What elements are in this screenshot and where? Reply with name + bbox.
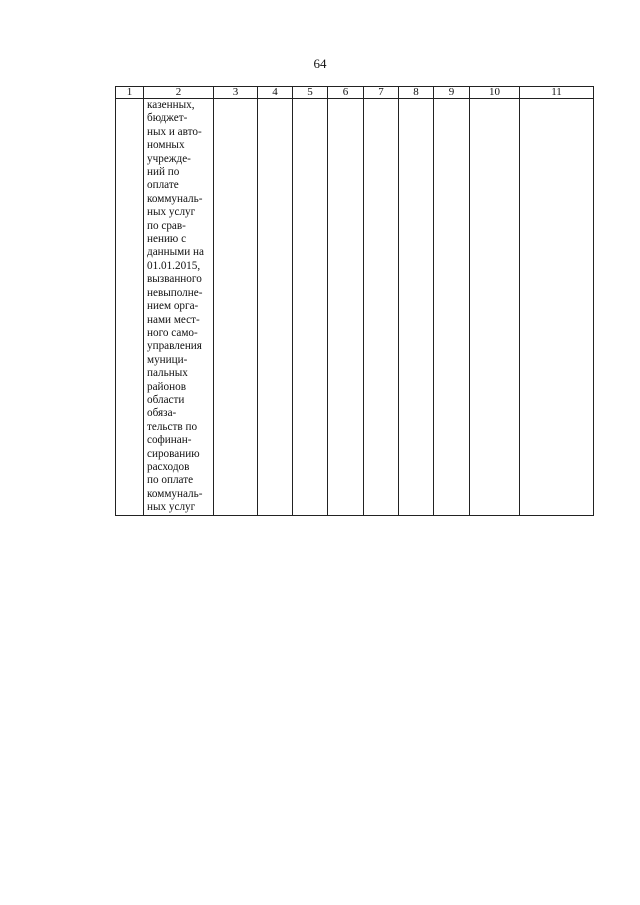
column-header-11: 11: [520, 87, 594, 99]
cell-col-10: [470, 99, 520, 516]
page-number: 64: [313, 56, 327, 71]
table-header-row: [116, 87, 594, 99]
cell-col-6: [328, 99, 364, 516]
cell-col-11: [520, 99, 594, 516]
column-header-4: 4: [258, 87, 293, 99]
column-header-1: 1: [116, 87, 144, 99]
cell-col-9: [434, 99, 470, 516]
cell-col-7: [364, 99, 399, 516]
cell-col-1: [116, 99, 144, 516]
column-header-9: 9: [434, 87, 470, 99]
cell-col-2-description: казенных, бюджет- ных и авто- номных учрежде- ний по оплате коммуналь- ных услуг по срав- нению с данными на 01.01.2015, вызванного невыполне- нием орга- нами мест- ного само- управления муници- пальных районов области обяза- тельств по софинан- сированию расходов по оплате коммуналь- ных услуг: [144, 99, 214, 516]
column-header-10: 10: [470, 87, 520, 99]
column-header-3: 3: [214, 87, 258, 99]
cell-col-4: [258, 99, 293, 516]
column-header-2: 2: [144, 87, 214, 99]
cell-col-5: [293, 99, 328, 516]
data-table: [115, 86, 594, 516]
cell-col-3: [214, 99, 258, 516]
column-header-8: 8: [399, 87, 434, 99]
column-header-6: 6: [328, 87, 364, 99]
column-header-7: 7: [364, 87, 399, 99]
table-row: [116, 99, 594, 516]
cell-col-8: [399, 99, 434, 516]
column-header-5: 5: [293, 87, 328, 99]
